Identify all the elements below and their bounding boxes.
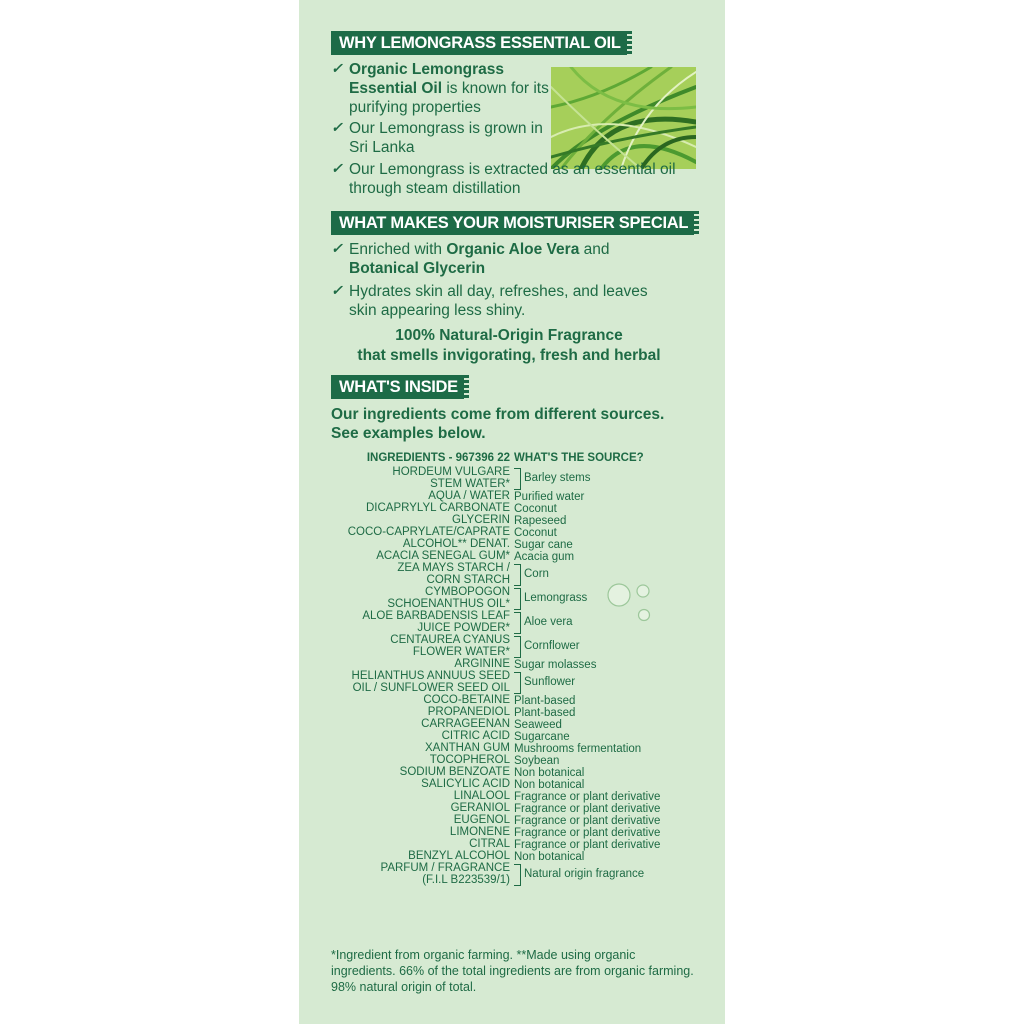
ingredient-source: Corn — [524, 568, 549, 580]
ingredient-name: ACACIA SENEGAL GUM* — [376, 550, 510, 562]
ingredient-name: JUICE POWDER* — [417, 622, 510, 634]
ingredient-source: Soybean — [514, 755, 560, 767]
ingredient-name: SODIUM BENZOATE — [399, 766, 510, 778]
section-title-moisturiser-special: WHAT MAKES YOUR MOISTURISER SPECIAL — [331, 211, 694, 235]
bullet-bold-aloe: Organic Aloe Vera — [446, 241, 580, 258]
lemongrass-photo-graphic — [551, 67, 696, 169]
ingredient-source: Non botanical — [514, 767, 585, 779]
section-title-whats-inside: WHAT'S INSIDE — [331, 375, 464, 399]
bullet-text: and — [579, 241, 610, 258]
ingredient-name: EUGENOL — [453, 814, 510, 826]
ingredient-source: Aloe vera — [524, 616, 573, 628]
ingredient-source: Plant-based — [514, 707, 576, 719]
ingredient-source: Mushrooms fermentation — [514, 743, 642, 755]
ingredient-source: Fragrance or plant derivative — [514, 815, 661, 827]
ingredient-name: ALOE BARBADENSIS LEAF — [362, 610, 510, 622]
ingredient-name: SCHOENANTHUS OIL* — [387, 598, 510, 610]
ingredient-name: LINALOOL — [453, 790, 510, 802]
fragrance-note-line1: 100% Natural-Origin Fragrance — [395, 327, 623, 344]
bullet-bold-text: Organic Lemongrass Essential Oil — [349, 61, 505, 97]
ingredient-name: DICAPRYLYL CARBONATE — [365, 502, 510, 514]
ingredient-source: Rapeseed — [514, 515, 567, 527]
ingredient-source: Non botanical — [514, 779, 585, 791]
ingredient-name: ALCOHOL** DENAT. — [402, 538, 510, 550]
footnote: *Ingredient from organic farming. **Made using organic ingredients. 66% of the total ingredients are from organic farming. 98% natural origin of total. — [331, 948, 694, 994]
ingredient-source: Fragrance or plant derivative — [514, 791, 661, 803]
ingredient-name: STEM WATER* — [430, 478, 510, 490]
row-bracket — [514, 468, 521, 490]
ingredient-name: LIMONENE — [449, 826, 510, 838]
ingredient-name: GERANIOL — [450, 802, 510, 814]
bullet-text: is known for its purifying properties — [349, 80, 549, 116]
bullet-bold-glycerin: Botanical Glycerin — [349, 260, 486, 277]
ingredient-name: PARFUM / FRAGRANCE — [380, 862, 510, 874]
ingredient-name: XANTHAN GUM — [425, 742, 510, 754]
check-icon: ✓ — [331, 282, 343, 298]
water-drops-icon — [605, 580, 655, 630]
ingredient-source: Barley stems — [524, 472, 591, 484]
row-bracket — [514, 672, 521, 694]
ingredient-name: CARRAGEENAN — [421, 718, 510, 730]
ingredient-name: (F.I.L B223539/1) — [422, 874, 510, 886]
check-icon: ✓ — [331, 240, 343, 256]
check-icon: ✓ — [331, 119, 343, 135]
source-header: WHAT'S THE SOURCE? — [514, 452, 644, 464]
ingredient-name: CITRAL — [469, 838, 510, 850]
ingredient-source: Sugar molasses — [514, 659, 597, 671]
ingredient-source: Sugar cane — [514, 539, 573, 551]
check-icon: ✓ — [331, 60, 343, 76]
ingredient-source: Natural origin fragrance — [524, 868, 645, 880]
bullet-steam-distillation: Our Lemongrass is extracted as an essential oil through steam distillation — [349, 161, 676, 197]
ingredient-name: FLOWER WATER* — [412, 646, 510, 658]
row-bracket — [514, 612, 521, 634]
ingredient-name: CYMBOPOGON — [425, 586, 510, 598]
ingredient-source: Fragrance or plant derivative — [514, 827, 661, 839]
ingredients-intro: Our ingredients come from different sources. See examples below. — [331, 406, 665, 442]
ingredient-source: Fragrance or plant derivative — [514, 803, 661, 815]
ingredient-name: CITRIC ACID — [441, 730, 510, 742]
ingredient-source: Coconut — [514, 527, 557, 539]
ingredient-source: Purified water — [514, 491, 585, 503]
section-title-why-lemongrass: WHY LEMONGRASS ESSENTIAL OIL — [331, 31, 627, 55]
bullet-hydrates: Hydrates skin all day, refreshes, and leaves skin appearing less shiny. — [349, 283, 648, 319]
fragrance-note-line2: that smells invigorating, fresh and herbal — [357, 347, 661, 364]
row-bracket — [514, 588, 521, 610]
ingredient-name: ZEA MAYS STARCH / — [397, 562, 510, 574]
check-icon: ✓ — [331, 160, 343, 176]
ingredient-name: TOCOPHEROL — [429, 754, 510, 766]
ingredient-source: Non botanical — [514, 851, 585, 863]
lemongrass-photo — [551, 67, 696, 169]
ingredient-source: Lemongrass — [524, 592, 588, 604]
ingredient-name: OIL / SUNFLOWER SEED OIL — [352, 682, 510, 694]
ingredient-name: AQUA / WATER — [428, 490, 510, 502]
ingredient-name: PROPANEDIOL — [427, 706, 510, 718]
product-panel — [299, 0, 725, 1024]
ingredient-source: Cornflower — [524, 640, 580, 652]
row-bracket — [514, 864, 521, 886]
ingredient-name: COCO-BETAINE — [423, 694, 510, 706]
ingredient-source: Fragrance or plant derivative — [514, 839, 661, 851]
ingredient-name: GLYCERIN — [452, 514, 510, 526]
ingredient-name: COCO-CAPRYLATE/CAPRATE — [347, 526, 510, 538]
ingredient-name: CENTAUREA CYANUS — [390, 634, 510, 646]
ingredient-source: Coconut — [514, 503, 557, 515]
row-bracket — [514, 564, 521, 586]
ingredient-name: BENZYL ALCOHOL — [408, 850, 510, 862]
bullet-organic-lemongrass — [349, 60, 549, 117]
row-bracket — [514, 636, 521, 658]
ingredient-name: CORN STARCH — [426, 574, 510, 586]
ingredient-name: HELIANTHUS ANNUUS SEED — [351, 670, 510, 682]
ingredient-source: Sugarcane — [514, 731, 570, 743]
ingredient-name: ARGININE — [454, 658, 510, 670]
ingredient-name: HORDEUM VULGARE — [392, 466, 510, 478]
ingredient-source: Sunflower — [524, 676, 576, 688]
bullet-grown-sri-lanka: Our Lemongrass is grown in Sri Lanka — [349, 120, 543, 156]
ingredient-name: SALICYLIC ACID — [421, 778, 510, 790]
bullet-text: Enriched with — [349, 241, 447, 258]
ingredient-source: Plant-based — [514, 695, 576, 707]
ingredient-source: Seaweed — [514, 719, 562, 731]
bullet-enriched — [349, 240, 679, 278]
ingredient-source: Acacia gum — [514, 551, 575, 563]
ingredients-header: INGREDIENTS - 967396 22 — [366, 452, 510, 464]
